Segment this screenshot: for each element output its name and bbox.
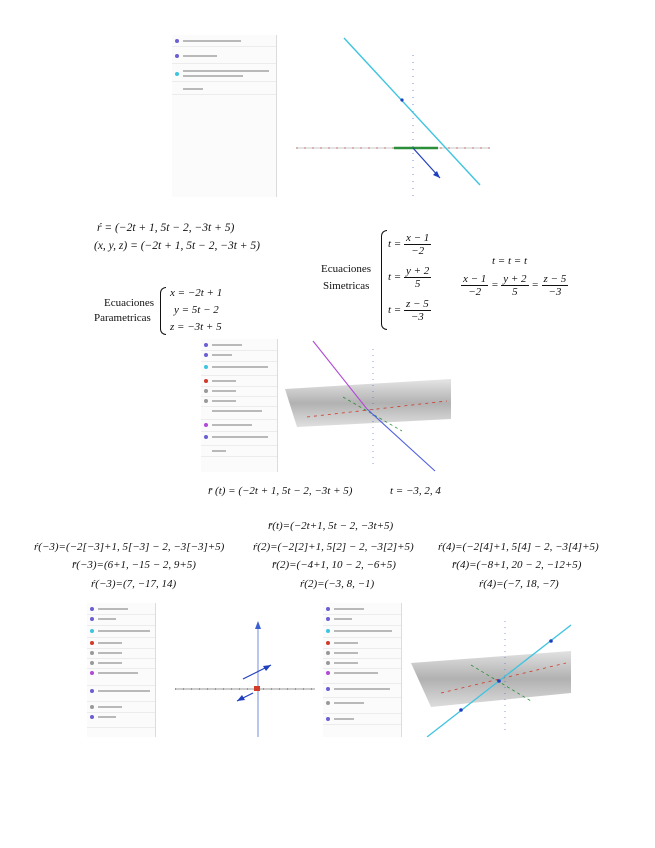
param-y: y = 5t − 2 — [174, 304, 219, 316]
point-on-line — [400, 98, 403, 101]
sim-t3-den: −3 — [410, 311, 424, 323]
algebra-sidebar-4 — [323, 603, 402, 737]
line-cyan — [344, 38, 480, 185]
sim-t3 — [388, 298, 431, 323]
sym-c-num: z − 5 — [543, 273, 567, 285]
col2-line2: r̄(2)=(−4+1, 10 − 2, −6+5) — [272, 559, 396, 571]
origin-marker — [254, 686, 260, 691]
sim-t2-lhs: t = — [388, 271, 402, 284]
param-x: x = −2t + 1 — [170, 287, 223, 299]
vector-r-equation: ŕ = (−2t + 1, 5t − 2, −3t + 5) — [97, 222, 235, 234]
sym-eq-2: = — [531, 279, 539, 292]
col2-line1: ŕ(2)=(−2[2]+1, 5[2] − 2, −3[2]+5) — [253, 541, 414, 553]
sim-t2-num: y + 2 — [405, 265, 430, 277]
geogebra-screenshot-2 — [201, 339, 451, 472]
graphics-view-3 — [155, 603, 317, 737]
sym-a-num: x − 1 — [463, 273, 487, 285]
col1-line3: ŕ(−3)=(7, −17, 14) — [91, 578, 177, 590]
geogebra-screenshot-3 — [87, 603, 317, 737]
point-4a — [459, 708, 463, 712]
sym-b-num: y + 2 — [503, 273, 527, 285]
sim-t1-num: x − 1 — [405, 232, 430, 244]
parametricas-label-1: Ecuaciones — [104, 297, 155, 309]
sim-t2-den: 5 — [414, 278, 421, 290]
sym-c-den: −3 — [548, 286, 562, 298]
symmetric-equation — [461, 273, 568, 298]
parametricas-brace — [160, 287, 166, 335]
point-4c — [549, 639, 553, 643]
sim-t2 — [388, 265, 431, 290]
col2-line3: ŕ(2)=(−3, 8, −1) — [300, 578, 375, 590]
col3-line2: r̄(4)=(−8+1, 20 − 2, −12+5) — [452, 559, 582, 571]
algebra-sidebar — [172, 35, 277, 197]
sim-t3-num: z − 5 — [405, 298, 429, 310]
col1-line1: ŕ(−3)=(−2[−3]+1, 5[−3] − 2, −3[−3]+5) — [34, 541, 225, 553]
col1-line2: r̄(−3)=(6+1, −15 − 2, 9+5) — [72, 559, 196, 571]
sim-t1 — [388, 232, 431, 257]
sym-a-den: −2 — [468, 286, 482, 298]
graphics-view-1 — [276, 35, 490, 197]
t-equals-t: t = t = t — [492, 255, 528, 267]
t-values: t = −3, 2, 4 — [390, 485, 441, 497]
sym-eq-1: = — [491, 279, 499, 292]
simetricas-brace — [381, 230, 387, 330]
col3-line3: ŕ(4)=(−7, 18, −7) — [479, 578, 559, 590]
xyz-equation: (x, y, z) = (−2t + 1, 5t − 2, −3t + 5) — [94, 240, 261, 252]
simetricas-label-2: Simetricas — [323, 280, 370, 292]
sim-t1-lhs: t = — [388, 238, 402, 251]
geogebra-screenshot-1 — [172, 35, 490, 197]
rt-equation: r̄ (t) = (−2t + 1, 5t − 2, −3t + 5) — [208, 485, 353, 497]
algebra-sidebar-2 — [201, 339, 278, 472]
simetricas-label-1: Ecuaciones — [321, 263, 372, 275]
col3-line1: ŕ(4)=(−2[4]+1, 5[4] − 2, −3[4]+5) — [438, 541, 599, 553]
point-4b — [497, 679, 501, 683]
geogebra-screenshot-4 — [323, 603, 571, 737]
xy-plane-4 — [411, 651, 571, 707]
graphics-view-2 — [277, 339, 451, 472]
sim-t3-lhs: t = — [388, 304, 402, 317]
sym-b-den: 5 — [512, 286, 518, 298]
algebra-sidebar-3 — [87, 603, 156, 737]
param-z: z = −3t + 5 — [170, 321, 222, 333]
rt-top: r̄(t)=(−2t+1, 5t − 2, −3t+5) — [268, 520, 394, 532]
sim-t1-den: −2 — [411, 245, 425, 257]
parametricas-label-2: Parametricas — [94, 312, 151, 324]
graphics-view-4 — [401, 603, 571, 737]
